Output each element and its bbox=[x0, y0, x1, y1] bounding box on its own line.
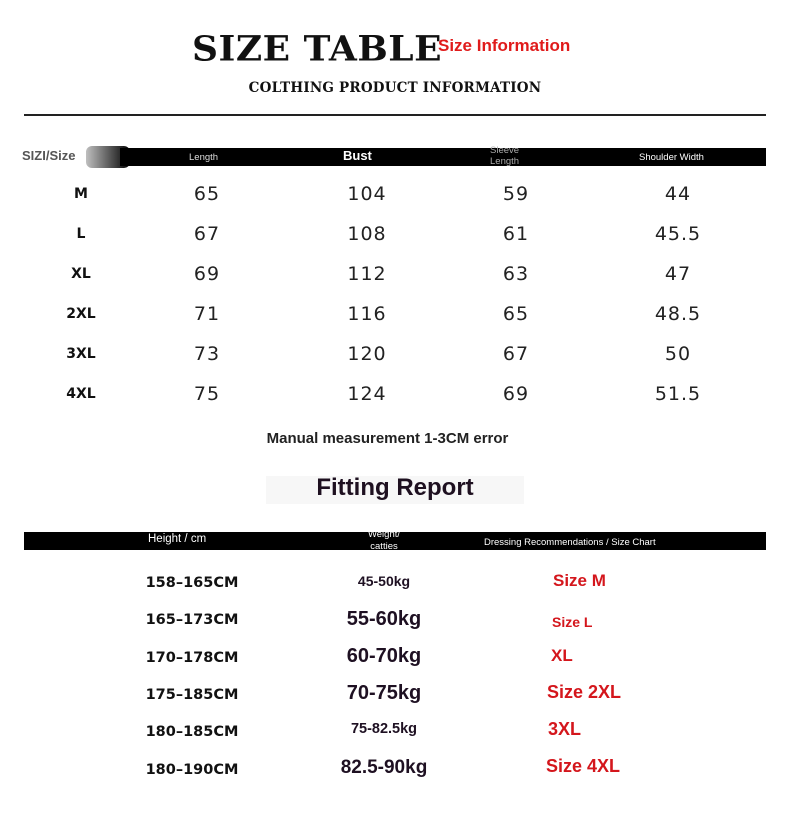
size-cell: 4XL bbox=[66, 386, 96, 402]
shoulder-cell: 50 bbox=[664, 343, 692, 365]
bust-cell: 124 bbox=[347, 383, 387, 405]
size-cell: L bbox=[76, 226, 86, 242]
size-cell: XL bbox=[71, 266, 91, 282]
weight-cell: 45-50kg bbox=[357, 573, 411, 589]
length-cell: 71 bbox=[193, 303, 221, 325]
header-smudge bbox=[86, 146, 130, 168]
recommendation-cell: Size L bbox=[552, 614, 593, 630]
weight-cell: 55-60kg bbox=[346, 608, 422, 630]
size-column-header: SIZI/Size bbox=[22, 148, 76, 163]
height-cell: 158–165CM bbox=[145, 575, 239, 591]
page-title: SIZE TABLE bbox=[192, 29, 443, 69]
bust-cell: 104 bbox=[347, 183, 387, 205]
shoulder-cell: 44 bbox=[664, 183, 692, 205]
shoulder-cell: 51.5 bbox=[654, 383, 702, 405]
page-subtitle: Size Information bbox=[438, 36, 571, 55]
length-cell: 65 bbox=[193, 183, 221, 205]
sleeve-cell: 67 bbox=[502, 343, 530, 365]
divider bbox=[24, 114, 766, 116]
height-cell: 175–185CM bbox=[145, 687, 239, 703]
recommendation-cell: 3XL bbox=[548, 719, 582, 739]
shoulder-cell: 45.5 bbox=[654, 223, 702, 245]
sleeve-cell: 65 bbox=[502, 303, 530, 325]
weight-column-header: Weight/ catties bbox=[367, 529, 401, 552]
sleeve-cell: 61 bbox=[502, 223, 530, 245]
shoulder-cell: 48.5 bbox=[654, 303, 702, 325]
measurement-note: Manual measurement 1-3CM error bbox=[266, 430, 509, 447]
product-info-heading: COLTHING PRODUCT INFORMATION bbox=[248, 80, 542, 96]
sleeve-cell: 63 bbox=[502, 263, 530, 285]
shoulder-column-header: Shoulder Width bbox=[639, 152, 704, 163]
length-cell: 73 bbox=[193, 343, 221, 365]
height-cell: 180–185CM bbox=[145, 724, 239, 740]
bust-column-header: Bust bbox=[343, 148, 372, 163]
height-column-header: Height / cm bbox=[148, 533, 207, 545]
recommendation-cell: XL bbox=[551, 646, 573, 665]
fitting-report-title: Fitting Report bbox=[316, 474, 474, 501]
sleeve-cell: 59 bbox=[502, 183, 530, 205]
length-column-header: Length bbox=[189, 152, 219, 163]
recommendation-column-header: Dressing Recommendations / Size Chart bbox=[484, 537, 656, 548]
bust-cell: 108 bbox=[347, 223, 387, 245]
shoulder-cell: 47 bbox=[664, 263, 692, 285]
recommendation-cell: Size 4XL bbox=[546, 756, 621, 776]
weight-cell: 70-75kg bbox=[346, 682, 422, 704]
weight-cell: 60-70kg bbox=[346, 645, 422, 667]
recommendation-cell: Size 2XL bbox=[547, 682, 622, 702]
length-cell: 67 bbox=[193, 223, 221, 245]
size-cell: M bbox=[74, 186, 88, 202]
sleeve-cell: 69 bbox=[502, 383, 530, 405]
length-cell: 75 bbox=[193, 383, 221, 405]
size-cell: 3XL bbox=[66, 346, 96, 362]
sleeve-column-header: Sleeve Length bbox=[490, 145, 520, 167]
weight-cell: 75-82.5kg bbox=[350, 721, 418, 737]
bust-cell: 112 bbox=[347, 263, 387, 285]
height-cell: 165–173CM bbox=[145, 612, 239, 628]
size-cell: 2XL bbox=[66, 306, 96, 322]
bust-cell: 116 bbox=[347, 303, 387, 325]
weight-cell: 82.5-90kg bbox=[340, 757, 428, 778]
length-cell: 69 bbox=[193, 263, 221, 285]
recommendation-cell: Size M bbox=[553, 571, 606, 590]
height-cell: 170–178CM bbox=[145, 650, 239, 666]
height-cell: 180–190CM bbox=[145, 762, 239, 778]
bust-cell: 120 bbox=[347, 343, 387, 365]
